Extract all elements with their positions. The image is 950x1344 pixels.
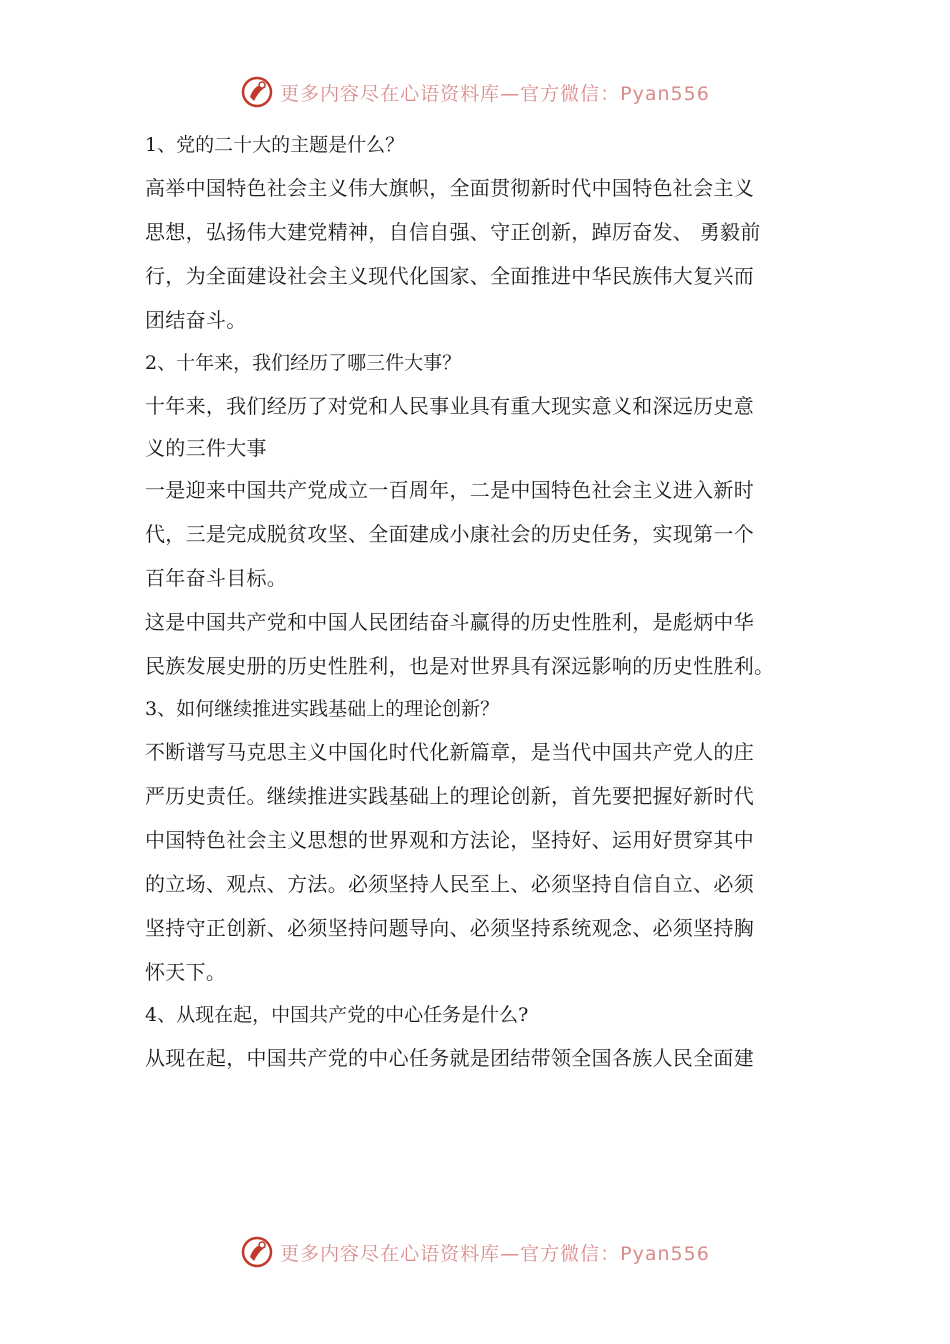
question-2: 2、十年来，我们经历了哪三件大事？ — [145, 352, 462, 374]
answer-line: 从现在起，中国共产党的中心任务就是团结带领全国各族人民全面建 — [145, 1046, 754, 1070]
answer-line: 十年来，我们经历了对党和人民事业具有重大现实意义和深远历史意 — [145, 394, 754, 418]
header-watermark — [0, 72, 950, 112]
answer-line: 不断谱写马克思主义中国化时代化新篇章，是当代中国共产党人的庄 — [145, 740, 754, 764]
answer-line: 行，为全面建设社会主义现代化国家、全面推进中华民族伟大复兴而 — [145, 264, 754, 288]
answer-line: 这是中国共产党和中国人民团结奋斗赢得的历史性胜利，是彪炳中华 — [145, 610, 754, 634]
footer-watermark — [0, 1232, 950, 1272]
answer-line: 怀天下。 — [145, 960, 227, 984]
answer-line: 的立场、观点、方法。必须坚持人民至上、必须坚持自信自立、必须 — [145, 872, 754, 896]
answer-line: 严历史责任。继续推进实践基础上的理论创新，首先要把握好新时代 — [145, 784, 754, 808]
document-body — [145, 124, 825, 1080]
section-2 — [145, 342, 825, 688]
question-1: 1、党的二十大的主题是什么？ — [145, 134, 405, 156]
answer-line: 一是迎来中国共产党成立一百周年，二是中国特色社会主义进入新时 — [145, 478, 754, 502]
question-3: 3、如何继续推进实践基础上的理论创新？ — [145, 698, 500, 720]
answer-line: 思想，弘扬伟大建党精神，自信自强、守正创新，踔厉奋发、 勇毅前 — [145, 220, 761, 244]
question-4: 4、从现在起，中国共产党的中心任务是什么? — [145, 1004, 529, 1026]
logo-icon — [240, 1235, 274, 1269]
section-3 — [145, 688, 825, 994]
answer-line: 百年奋斗目标。 — [145, 566, 288, 590]
answer-line: 义的三件大事 — [145, 436, 267, 460]
section-4 — [145, 994, 825, 1080]
answer-line: 坚持守正创新、必须坚持问题导向、必须坚持系统观念、必须坚持胸 — [145, 916, 754, 940]
watermark-text: 更多内容尽在心语资料库—官方微信：Pyan556 — [280, 82, 710, 105]
answer-line: 团结奋斗。 — [145, 308, 247, 332]
answer-line: 中国特色社会主义思想的世界观和方法论，坚持好、运用好贯穿其中 — [145, 828, 754, 852]
section-1 — [145, 124, 825, 342]
logo-icon — [240, 75, 274, 109]
answer-line: 代，三是完成脱贫攻坚、全面建成小康社会的历史任务，实现第一个 — [145, 522, 754, 546]
watermark-text: 更多内容尽在心语资料库—官方微信：Pyan556 — [280, 1242, 710, 1265]
answer-line: 民族发展史册的历史性胜利，也是对世界具有深远影响的历史性胜利。 — [145, 654, 775, 678]
answer-line: 高举中国特色社会主义伟大旗帜，全面贯彻新时代中国特色社会主义 — [145, 176, 754, 200]
